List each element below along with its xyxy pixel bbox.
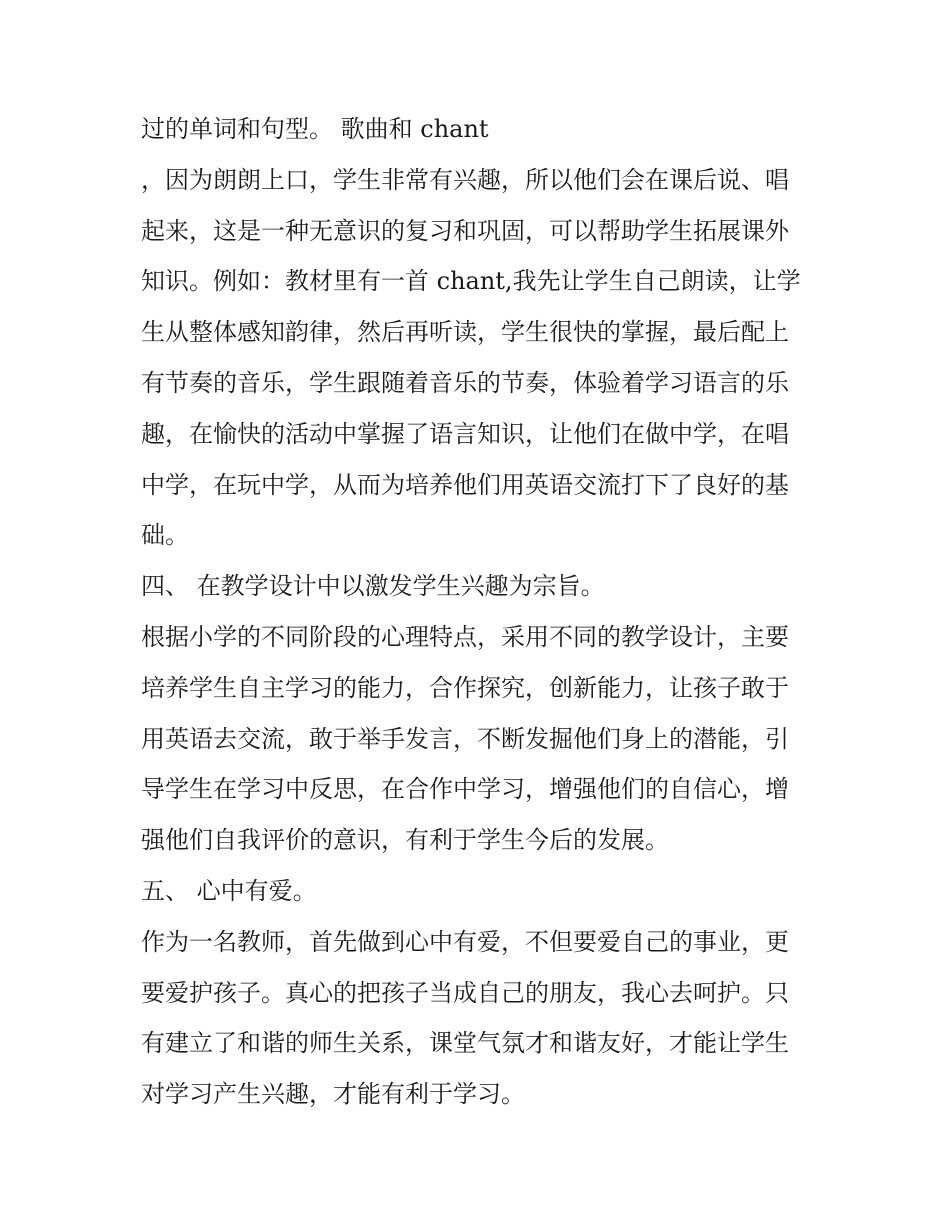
section-heading: 五、 心中有爱。 xyxy=(141,876,317,905)
text-line: 作为一名教师，首先做到心中有爱，不但要爱自己的事业，更 xyxy=(141,927,789,956)
text-line: 培养学生自主学习的能力，合作探究，创新能力，让孩子敢于 xyxy=(141,673,789,702)
text-line: 生从整体感知韵律，然后再听读，学生很快的掌握，最后配上 xyxy=(141,318,789,347)
text-line: 过的单词和句型。 歌曲和 chant xyxy=(141,115,489,143)
text-line: 础。 xyxy=(141,521,189,550)
text-line: 要爱护孩子。真心的把孩子当成自己的朋友，我心去呵护。只 xyxy=(141,978,789,1007)
text-line: 对学习产生兴趣，才能有利于学习。 xyxy=(141,1080,525,1109)
text-line: 强他们自我评价的意识，有利于学生今后的发展。 xyxy=(141,826,669,855)
text-line: 有节奏的音乐，学生跟随着音乐的节奏，体验着学习语言的乐 xyxy=(141,368,789,397)
text-line: 趣，在愉快的活动中掌握了语言知识，让他们在做中学，在唱 xyxy=(141,419,789,448)
text-line: 中学，在玩中学，从而为培养他们用英语交流打下了良好的基 xyxy=(141,470,789,499)
text-line: 用英语去交流，敢于举手发言，不断发掘他们身上的潜能，引 xyxy=(141,724,789,753)
text-line: 根据小学的不同阶段的心理特点，采用不同的教学设计，主要 xyxy=(141,622,789,651)
text-line: 知识。例如：教材里有一首 chant,我先让学生自己朗读，让学 xyxy=(141,267,801,296)
text-line: 导学生在学习中反思，在合作中学习，增强他们的自信心，增 xyxy=(141,775,789,804)
section-heading: 四、 在教学设计中以激发学生兴趣为宗旨。 xyxy=(141,572,605,601)
document-body xyxy=(141,104,821,1120)
text-line: 有建立了和谐的师生关系，课堂气氛才和谐友好，才能让学生 xyxy=(141,1029,789,1058)
text-line: ，因为朗朗上口，学生非常有兴趣，所以他们会在课后说、唱 xyxy=(141,165,789,194)
text-line: 起来，这是一种无意识的复习和巩固，可以帮助学生拓展课外 xyxy=(141,216,789,245)
